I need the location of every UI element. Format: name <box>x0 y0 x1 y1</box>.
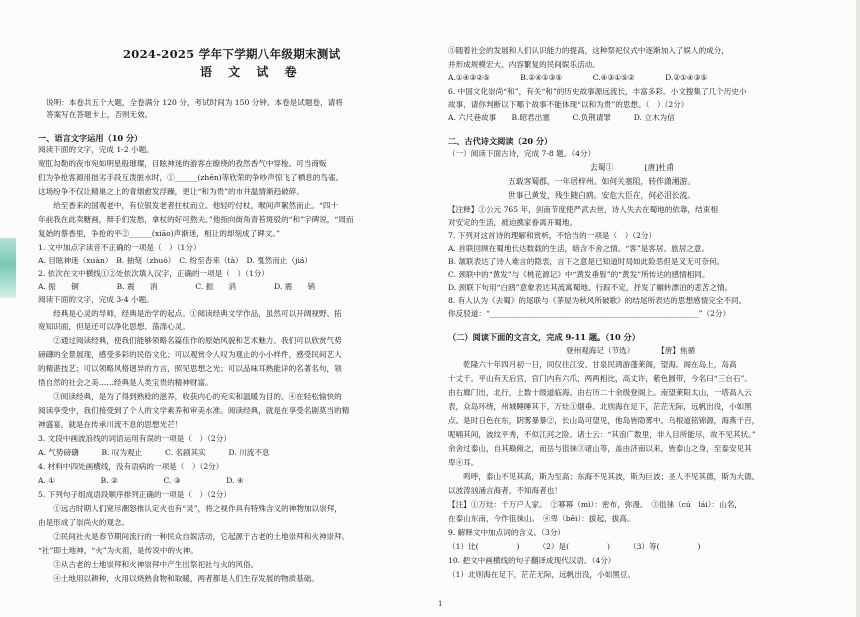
section-2-heading: 二、古代诗文阅读（20 分） <box>448 136 553 146</box>
poem-line: 世事已黄发，残生随白鸥。安危大臣在，何必泪长流。 <box>508 191 696 200</box>
poem-title: 去蜀① [唐]杜甫 <box>590 163 675 172</box>
passage-1-line: 们为争抢客源用拙劣手段互泼脏水时，①______(zhēn)等欣荣的争吵声惊飞了栖息的鸟雀。 <box>38 173 344 182</box>
question-8: 8. 有人认为《去蜀》的尾联与《茅屋为秋风所破歌》的结尾所表达的思想感情完全不同。 <box>448 296 747 305</box>
instructions-line-2: 答案写在答题卡上，否则无效。 <box>46 110 153 119</box>
question-5-item: “社”即土地神，“火”为火祖，是传说中的火神。 <box>38 546 198 555</box>
passage-2-line: ②通过阅读经典，使我们能够领略名篇佳作的原始风貌和艺术魅力。我们可以欣赏气势 <box>38 336 342 345</box>
passage-2-line: 阅读享受中，我们接受到了个人的文学素养和审美水准。阅读经典，就是在享受名剧莫当的精 <box>38 406 350 415</box>
passage-2-line: 悟自然的社会之美……经典是人类宝贵的精神财富。 <box>38 378 213 387</box>
question-5-item: ①远古时期人们宽尽潮怒推认定火也有“灵”，将之视作具有特殊含义的神物加以崇拜， <box>38 504 342 513</box>
question-5-item: ②民间社火是春节期间流行的一种民众自娱活动，它起源于古老的土地崇拜和火神崇拜。 <box>38 532 350 541</box>
question-5: 5. 下列句子组成语段顺序排列正确的一项是（ ）（2分） <box>38 490 231 499</box>
passage-1-line: 宽肛勾勒的夜市宛如明星般璀璨，目眩神迷的游客在缭绕的孜然香气中穿梭。可当商贩 <box>38 159 327 168</box>
poem-line: 五载客蜀郡，一年居梓州。如何关塞阻，转作潇湘游。 <box>508 177 696 186</box>
question-1: 1. 文中加点字读音不正确的一项是（ ）（1分） <box>38 243 201 252</box>
passage-2-line: 磅礴的全景展现，感受多彩的民俗文化；可以观赏令人叹为观止的小小样件，感受民间艺人 <box>38 350 342 359</box>
question-6-cont: 故事，请你判断以下哪个故事不能体现“以和为贵”的思想。（ ）（2分） <box>448 100 689 109</box>
passage-1-line: 年前我在此卖糖画，辩手们发愁，拿杖的好可熬夫。”他指向街角青苔斑驳的“和”字碑说，“周而 <box>38 215 354 224</box>
essay-line: 由右廊门出，北行，上数十级道临海。由右历二十余级登阁上。南望莱阳太山，一塔高入云 <box>448 388 752 397</box>
essay-note: 【注】①万灶：千万户人家。 ②幂幂（mì）：密布，弥漫。 ③徂徕（cú lái）：山名， <box>448 500 742 509</box>
question-4: 4. 材料中四处画横线，没有语病的一项是（ ）（2分） <box>38 462 224 471</box>
question-10: 10. 把文中画横线的句子翻译成现代汉语。（4分） <box>448 556 616 565</box>
passage-2-line: 的精湛技艺；可以领略风格迥异的方言，照见思想之光；可以品味耳熟能详的名著名句，领 <box>38 364 342 373</box>
question-1-options: A. 目眩神迷（xuàn） B. 抽刻（zhuó） C. 纷至沓来（tà） D. 戛然而止（jiá） <box>38 256 313 265</box>
reading-intro-1: 阅读下面的文字，完成 1-2 小题。 <box>38 145 154 154</box>
question-6: 6. 中国文化崇尚“和”，有关“和”的历史故事源远流长，丰富多彩。小文搜集了几个历史小 <box>448 87 747 96</box>
essay-line: 乾隆六十年四月初一日，同仅往江安、甘泉民鸿游蓬莱阁，望海。阁在岛上，岛高 <box>448 360 737 369</box>
passage-1-line: 给至香来的国观老中，有位银发老者拄杖而立。他轻咛付杖，喉间声絮然而止。“四十 <box>38 201 339 210</box>
question-3-options: A. 气势磅礴 B. 叹为观止 C. 名剧其实 D. 川流不息 <box>38 448 270 457</box>
question-5-item: ④土地用以耕种，火用以烧熟食物和取暖，两者都是人们生存发展的物质基础。 <box>38 574 319 583</box>
essay-title: 登州观海记（节选） 【唐】焦循 <box>566 346 696 355</box>
essay-line: 余舍过泰山，自其巅俯之，而岳与徂徕③诸山等，盖由济南以来，皆泰山之身，至泰安见其 <box>448 444 752 453</box>
question-9-blanks: （1）比( ) （2）是( ) （3）等( ) <box>448 542 701 551</box>
essay-line: 呢喃其间，波纹平秀，不似江河之险。诸士云：“其浪广数里，非人目所能尽，故不见其状。” <box>448 430 756 439</box>
question-5-options: A.①④③②⑤ B.②④①③⑤ C.④③①⑤② D.②①④③⑤ <box>448 73 708 82</box>
essay-line: 以波涛汹涌言海者，不知海者也！ <box>448 486 562 495</box>
question-2-options: A. 振 铜 B. 震 消 C. 振 消 D. 震 销 <box>38 282 316 291</box>
passage-2-line: 经典是心灵的导师，经典是治学的起点。①阅读经典文学作品，虽然可以开阔视野、拓 <box>38 309 342 318</box>
page-number: 1 <box>438 600 443 608</box>
question-6-options: A. 六尺巷故事 B.昭君出塞 C.负荆请罪 D. 立木为信 <box>448 113 675 122</box>
exam-title: 2024-2025 学年下学期八年级期末测试 <box>123 47 341 61</box>
question-9: 9. 解释文中加点词的含义。（3分） <box>448 528 566 537</box>
page-edge <box>856 0 860 617</box>
color-stamp-mark <box>0 238 16 298</box>
question-7-option: A. 首联回顾在蜀地长达数载的生活，暗含不舍之情。“客”是客居、旅居之意。 <box>448 244 710 253</box>
question-5-item: 由是形成了崇尚火的观念。 <box>38 518 130 527</box>
question-5-item: ⑤随着社会的发展和人们认识能力的提高，这种祭祀仪式中逐渐加入了娱人的成分， <box>448 46 729 55</box>
passage-2-line: 宽知识面，但是还可以净化思想、荡涤心灵。 <box>38 322 190 331</box>
instructions-line-1: 说明：本卷共五个大题，全卷满分 120 分，考试时间为 150 分钟。本卷是试题卷，请将 <box>46 98 343 107</box>
question-7-option: C. 颈联中的“黄发”与《桃花源记》中“黄发垂髫”的“黄发”所传达的感情相同。 <box>448 270 710 279</box>
essay-line: 点。是时日色在东，阴雾暴暴②，长山岛可望见，他岛皆隐雾中。乌根道铭锦源，海燕千百， <box>448 416 760 425</box>
question-7-option: B. 颔联表达了诗人难言的隐衷，言下之意是已知道时局如此险恶但是又无可奈何。 <box>448 257 725 266</box>
essay-line: 十丈千。平山有天后宫，宫门内有六爪，两两相比，高丈许，紫色圆带，今名曰“三台石”。 <box>448 374 752 383</box>
question-5-item: ③从古老的土地崇拜和火神崇拜中产生出祭祀社与火的风俗。 <box>38 560 259 569</box>
passage-2-line: 神盛宴，就是在传承川流不息的思想光芒！ <box>38 420 183 429</box>
subsection-2-heading: （二）阅读下面的文言文，完成 9-11 题。（10 分） <box>448 332 640 342</box>
question-3: 3. 文段中画波浪线的词语运用有误的一项是（ ）（2分） <box>38 434 231 443</box>
poem-note: 对安定的生活，被迫携家眷离开蜀地。 <box>448 218 578 227</box>
exam-subtitle: 语 文 试 卷 <box>200 65 303 79</box>
essay-line: 鸣呼，泰山不见其高，斯为至高；东海不见其波，斯为巨波；圣人不见其德，斯为大德。 <box>448 472 760 481</box>
passage-1-line: 复始的蔡香里，争抢的平②______(xiāo)声渐迷，相让的却刻成了碑文。” <box>38 229 281 238</box>
question-8-answer-line: 你反驳道：“_______________________________________________________”（2分） <box>448 309 731 318</box>
section-1-heading: 一、语言文字运用（10 分） <box>38 133 143 143</box>
essay-note: 在泰山东南，今作徂徕山。 ④卑（bēi）：拔起，拔高。 <box>448 514 635 523</box>
passage-1-line: 这场纷争不仅让精巢之上的青烟愈发浮躁，更让“和为贵”的市井温情渐趋破碎。 <box>38 187 304 196</box>
essay-line: 卑④耳。 <box>448 458 479 467</box>
question-10-sentence: （1）北则海在足下，茫茫无际，远帆出没，小如黑豆。 <box>448 570 636 579</box>
poem-note: 【注释】①公元 765 年，剑南节度使严武去世，诗人失去在蜀地的依靠，结束相 <box>448 205 718 214</box>
question-7: 7. 下列对这首诗的理解和赏析，不恰当的一项是（ ）（2分） <box>448 231 657 240</box>
question-2: 2. 依次在文中横线①②处依次填入汉字，正确的一项是（ ）（1分） <box>38 269 269 278</box>
reading-intro-2: 阅读下面的文字，完成 3-4 小题。 <box>38 295 154 304</box>
question-5-item: 并形成规模宏大、内容繁复的民间娱乐活动。 <box>448 60 600 69</box>
subsection-1-heading: （一）阅读下面古诗，完成 7-8 题。（4分） <box>448 149 596 158</box>
essay-line: 表，众岛环绕，州城睡睡其下，万灶①烟垂。北则海在足下，茫茫无际，远帆出没，小如黑 <box>448 402 752 411</box>
question-4-options: A. ① B. ② C. ③ D. ④ <box>38 476 244 485</box>
passage-2-line: ③阅读经典，是为了得到熟稔的滋养，收获内心的充实和温暖为目的。④在轻松愉快的 <box>38 392 342 401</box>
question-7-option: D. 颈联下句用“白鸥”意象表达其流寓蜀地、行踪不定，抒发了辗转漂泊的悲苦之情。 <box>448 283 733 292</box>
